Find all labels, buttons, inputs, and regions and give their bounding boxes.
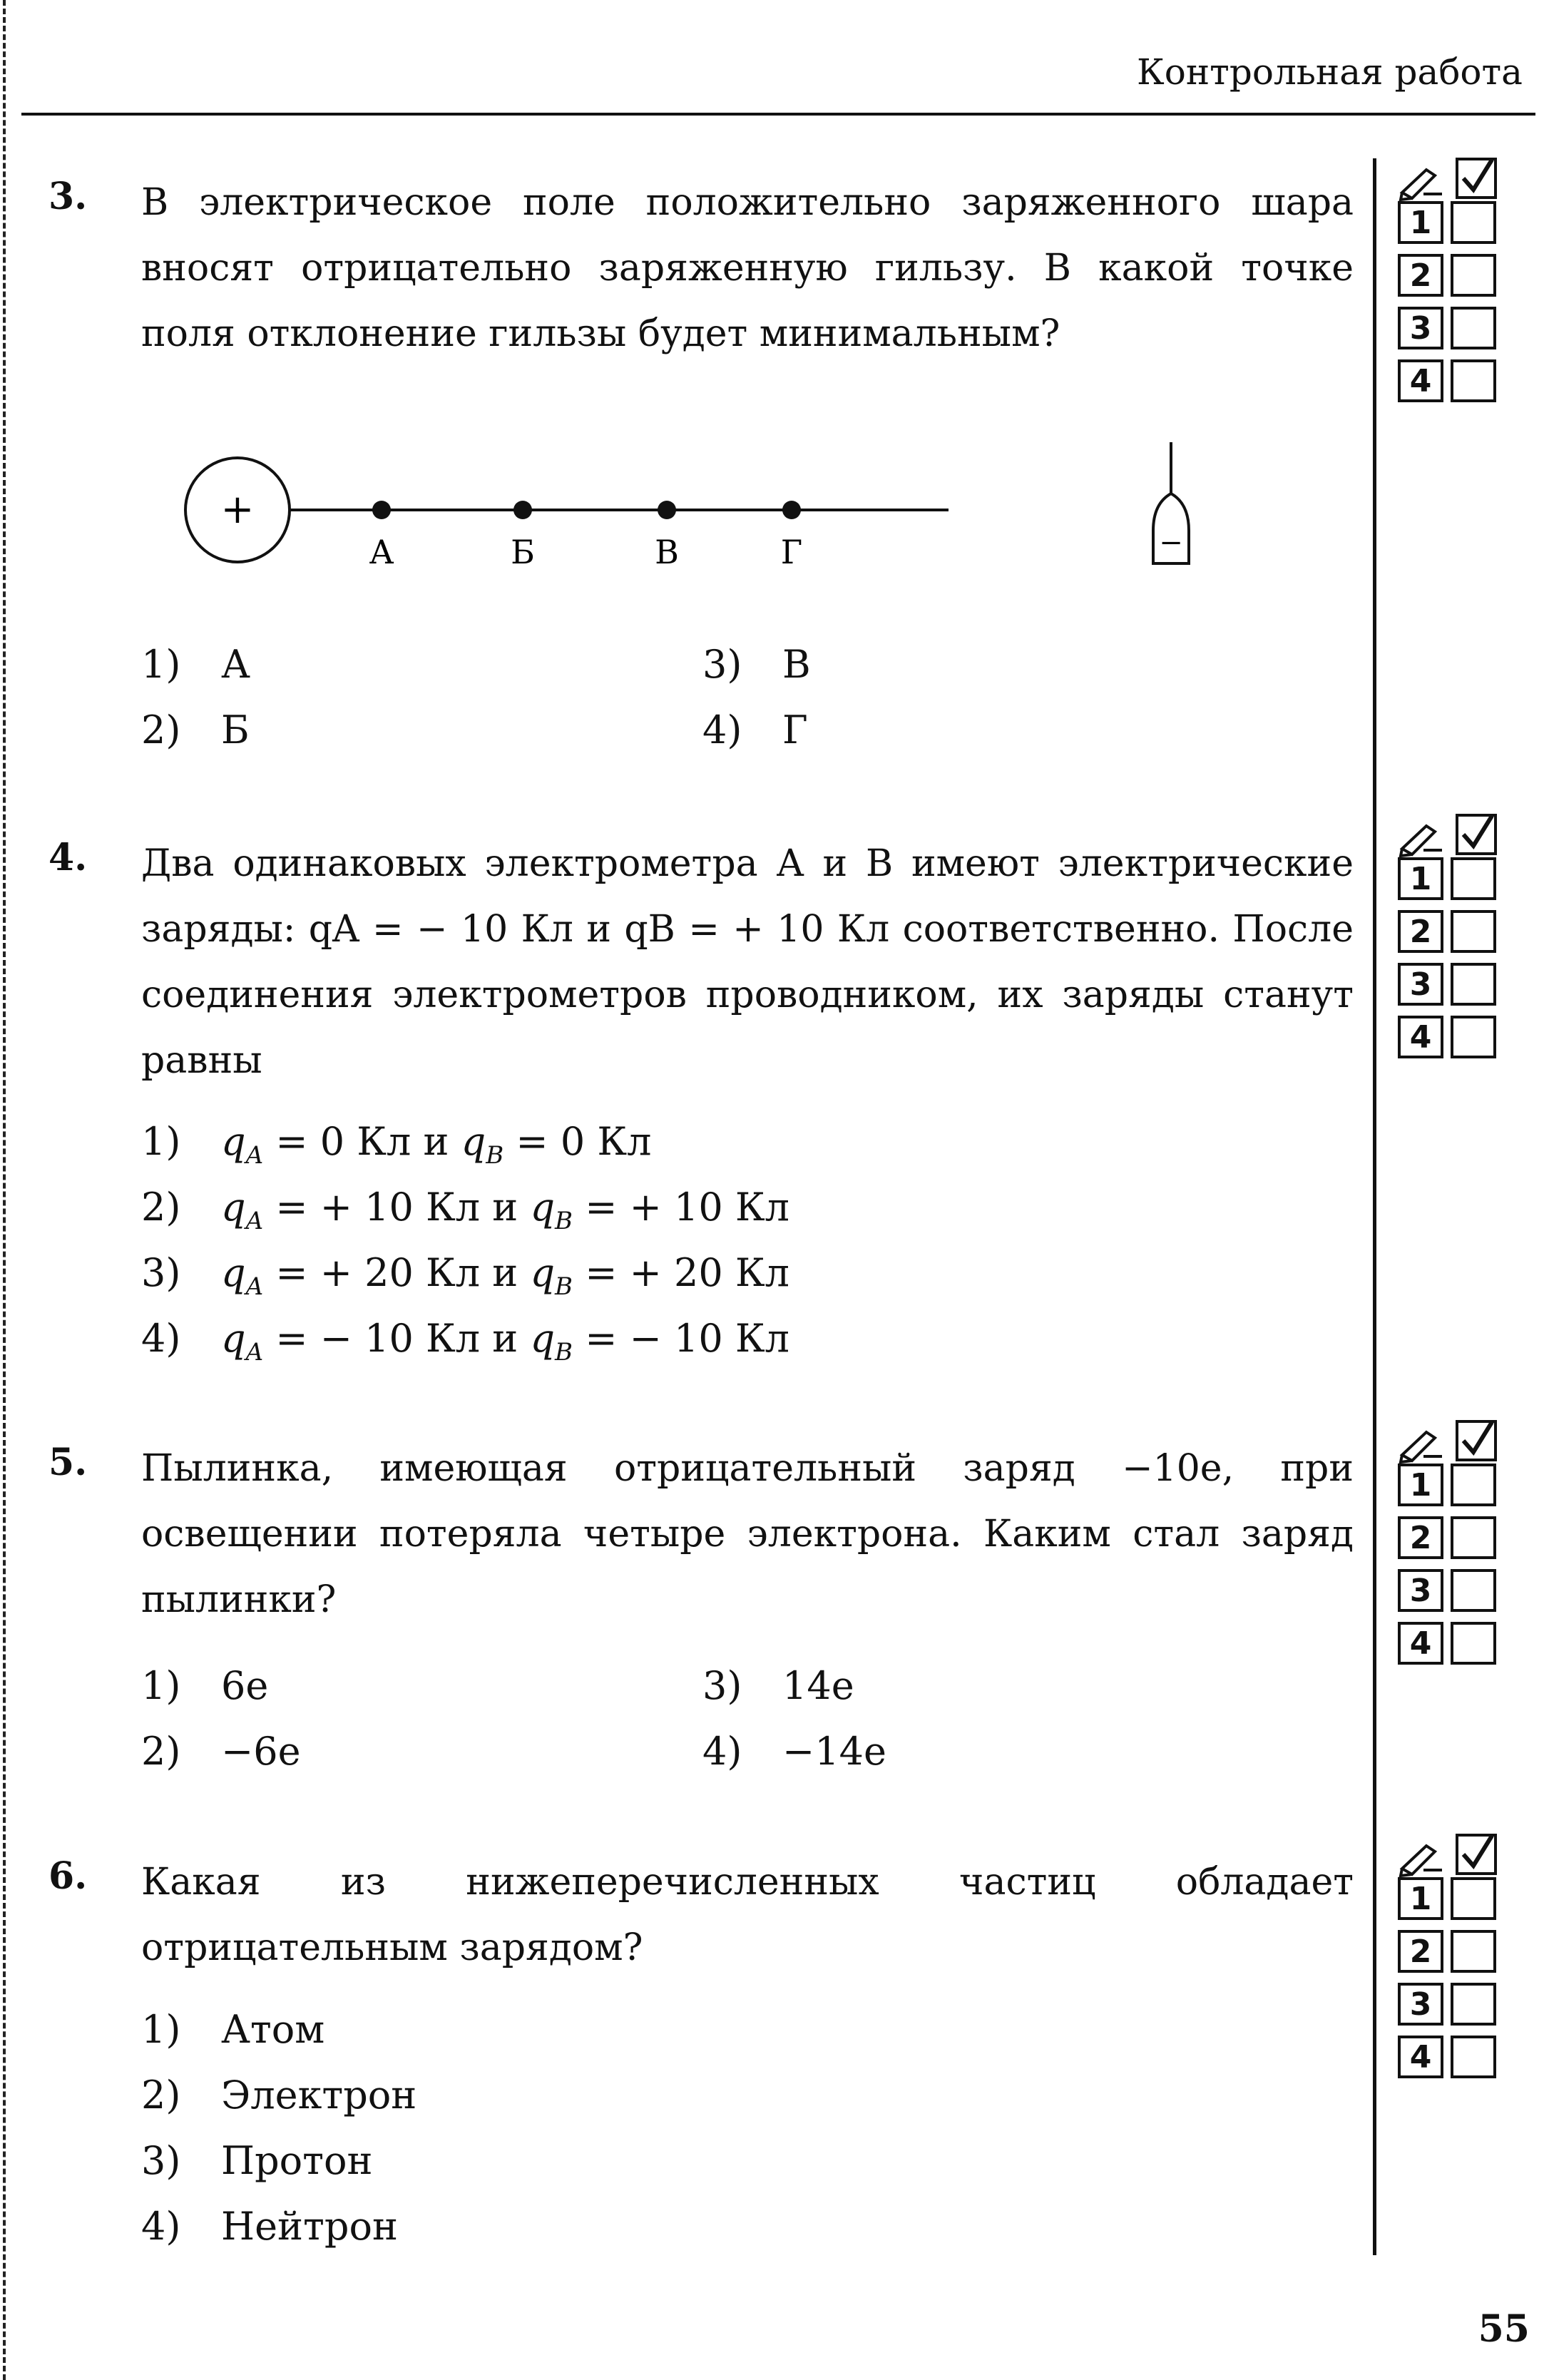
option-text: −6e [221, 1729, 301, 1774]
option-number: 1) [141, 1119, 181, 1164]
question-6-number: 6. [48, 1854, 88, 1898]
answer-entry-box[interactable] [1451, 910, 1496, 953]
option-number: 3) [702, 642, 742, 687]
question-6-option-3 [141, 2128, 373, 2194]
option-text: Б [221, 708, 250, 752]
point-b-dot [513, 501, 532, 519]
checkbox-checked-icon [1455, 1419, 1498, 1462]
answer-number-box: 1 [1398, 1877, 1443, 1920]
option-number: 4) [141, 1316, 181, 1361]
answer-number-box: 4 [1398, 1622, 1443, 1665]
option-text: 14e [782, 1663, 854, 1708]
question-5-option-3 [702, 1653, 854, 1719]
charge-qb: $q_B$ [530, 1316, 573, 1367]
answer-row-1 [1398, 1877, 1512, 1920]
option-number: 1) [141, 2007, 181, 2052]
question-3-option-4 [702, 698, 808, 763]
answer-row-4 [1398, 359, 1512, 402]
option-text-b: = + 20 Кл [585, 1250, 789, 1295]
answer-entry-box[interactable] [1451, 1983, 1496, 2026]
question-4-text: Два одинаковых электрометра А и В имеют электрические заряды: qA = − 10 Кл и qB = + 10 Кл соответственно. После соединения электрометров проводником, их заряды станут равны [141, 842, 1354, 1082]
answer-box-question-3 [1398, 157, 1512, 412]
option-number: 4) [702, 1729, 742, 1774]
answer-entry-box[interactable] [1451, 1516, 1496, 1559]
option-number: 2) [141, 1185, 181, 1230]
answer-number-box: 1 [1398, 201, 1443, 244]
option-text-a: = − 10 Кл и [275, 1316, 518, 1361]
option-number: 3) [702, 1663, 742, 1708]
sleeve-charge-sign: − [1159, 526, 1183, 559]
answer-box-question-6 [1398, 1833, 1512, 2088]
charge-qa: $q_A$ [221, 1185, 264, 1235]
question-3-text: В электрическое поле положительно заряженного шара вносят отрицательно заряженную гильзу. В какой точке поля отклонение гильзы будет минимальным? [141, 181, 1354, 355]
answer-number-box: 4 [1398, 2036, 1443, 2078]
option-number: 1) [141, 642, 181, 687]
answer-number-box: 2 [1398, 254, 1443, 297]
answer-row-1 [1398, 201, 1512, 244]
question-3-number: 3. [48, 175, 88, 218]
option-number: 3) [141, 2138, 181, 2183]
answer-number-box: 3 [1398, 1569, 1443, 1612]
option-text: −14e [782, 1729, 886, 1774]
answer-entry-box[interactable] [1451, 201, 1496, 244]
option-number: 2) [141, 708, 181, 752]
answer-number-box: 4 [1398, 1016, 1443, 1058]
option-text: Нейтрон [221, 2204, 398, 2249]
charge-qb: $q_B$ [530, 1185, 573, 1235]
charge-qb: $q_B$ [461, 1119, 504, 1170]
point-a-label: А [369, 533, 394, 571]
charge-qa: $q_A$ [221, 1119, 264, 1170]
cut-line [3, 0, 6, 2380]
point-g-dot [782, 501, 801, 519]
answer-entry-box[interactable] [1451, 963, 1496, 1006]
option-text: А [221, 642, 250, 687]
answer-row-3 [1398, 963, 1512, 1006]
question-3-option-1 [141, 632, 250, 698]
answer-row-3 [1398, 307, 1512, 349]
sphere-charge-sign: + [220, 486, 255, 533]
option-text: В [782, 642, 811, 687]
checkbox-checked-icon [1455, 157, 1498, 200]
answer-entry-box[interactable] [1451, 307, 1496, 349]
option-number: 2) [141, 2073, 181, 2118]
answer-row-4 [1398, 1622, 1512, 1665]
answer-row-1 [1398, 1464, 1512, 1506]
page-header-title: Контрольная работа [1137, 51, 1523, 93]
answer-margin-divider [1373, 158, 1376, 2255]
option-text: Г [782, 708, 808, 752]
answer-entry-box[interactable] [1451, 2036, 1496, 2078]
checkbox-checked-icon [1455, 1833, 1498, 1876]
question-5-text: Пылинка, имеющая отрицательный заряд −10e, при освещении потеряла четыре электрона. Каким стал заряд пылинки? [141, 1447, 1354, 1621]
question-5-option-1 [141, 1653, 268, 1719]
answer-box-header [1398, 813, 1512, 857]
option-number: 4) [702, 708, 742, 752]
answer-number-box: 4 [1398, 359, 1443, 402]
question-6-option-2 [141, 2063, 416, 2128]
answer-box-header [1398, 1419, 1512, 1464]
answer-entry-box[interactable] [1451, 1569, 1496, 1612]
question-5-option-4 [702, 1719, 886, 1784]
option-text: Протон [221, 2138, 373, 2183]
answer-box-question-5 [1398, 1419, 1512, 1675]
answer-number-box: 2 [1398, 910, 1443, 953]
answer-box-header [1398, 157, 1512, 201]
answer-entry-box[interactable] [1451, 1622, 1496, 1665]
option-text-b: = + 10 Кл [585, 1185, 789, 1230]
answer-number-box: 3 [1398, 963, 1443, 1006]
answer-number-box: 3 [1398, 307, 1443, 349]
point-b-label: Б [511, 533, 535, 571]
charge-qb: $q_B$ [530, 1250, 573, 1301]
question-3-option-2 [141, 698, 250, 763]
page-number: 55 [1478, 2307, 1530, 2351]
electric-field-diagram [164, 442, 1248, 613]
charge-qa: $q_A$ [221, 1316, 264, 1367]
answer-row-2 [1398, 1930, 1512, 1973]
answer-number-box: 2 [1398, 1516, 1443, 1559]
answer-row-1 [1398, 857, 1512, 900]
answer-box-header [1398, 1833, 1512, 1877]
answer-entry-box[interactable] [1451, 1464, 1496, 1506]
checkbox-checked-icon [1455, 813, 1498, 856]
point-v-dot [658, 501, 676, 519]
option-number: 1) [141, 1663, 181, 1708]
answer-entry-box[interactable] [1451, 254, 1496, 297]
question-4-option-4 [141, 1306, 789, 1385]
answer-row-3 [1398, 1569, 1512, 1612]
header-divider [21, 113, 1535, 116]
option-text: 6e [221, 1663, 269, 1708]
option-number: 4) [141, 2204, 181, 2249]
answer-entry-box[interactable] [1451, 1016, 1496, 1058]
point-v-label: В [655, 533, 679, 571]
answer-row-3 [1398, 1983, 1512, 2026]
question-6-option-1 [141, 1997, 324, 2063]
option-text-b: = 0 Кл [516, 1119, 652, 1164]
answer-entry-box[interactable] [1451, 359, 1496, 402]
question-5-option-2 [141, 1719, 301, 1784]
answer-number-box: 2 [1398, 1930, 1443, 1973]
question-6-text: Какая из нижеперечисленных частиц обладает отрицательным зарядом? [141, 1861, 1354, 1969]
point-a-dot [372, 501, 391, 519]
option-text-b: = − 10 Кл [585, 1316, 789, 1361]
charge-qa: $q_A$ [221, 1250, 264, 1301]
answer-row-2 [1398, 1516, 1512, 1559]
option-text-a: = 0 Кл и [275, 1119, 449, 1164]
answer-entry-box[interactable] [1451, 857, 1496, 900]
option-text: Электрон [221, 2073, 417, 2118]
answer-box-question-4 [1398, 813, 1512, 1068]
answer-row-4 [1398, 1016, 1512, 1058]
option-text-a: = + 10 Кл и [275, 1185, 518, 1230]
option-text: Атом [221, 2007, 325, 2052]
answer-entry-box[interactable] [1451, 1930, 1496, 1973]
answer-number-box: 1 [1398, 1464, 1443, 1506]
question-6-option-4 [141, 2194, 398, 2259]
question-3-option-3 [702, 632, 811, 698]
answer-row-2 [1398, 910, 1512, 953]
option-number: 3) [141, 1250, 181, 1295]
question-4-number: 4. [48, 836, 88, 879]
option-text-a: = + 20 Кл и [275, 1250, 518, 1295]
question-5-number: 5. [48, 1441, 88, 1484]
answer-number-box: 3 [1398, 1983, 1443, 2026]
point-g-label: Г [780, 533, 803, 571]
answer-row-2 [1398, 254, 1512, 297]
answer-row-4 [1398, 2036, 1512, 2078]
option-number: 2) [141, 1729, 181, 1774]
answer-entry-box[interactable] [1451, 1877, 1496, 1920]
answer-number-box: 1 [1398, 857, 1443, 900]
